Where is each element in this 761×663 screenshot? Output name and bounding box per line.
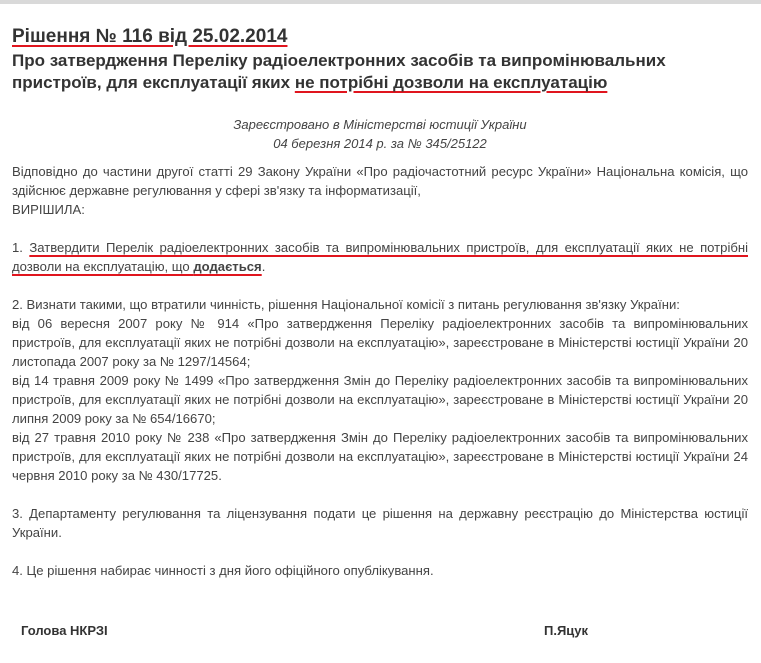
item-2-decision-238: від 27 травня 2010 року № 238 «Про затвердження Змін до Переліку радіоелектронних засобів та випромінювальних пристроїв, для експлуатації яких не потрібні дозволи на експлуатацію», зареєстроване в Міністерстві юстиції України 24 червня 2010 року за № 430/17725. — [12, 430, 748, 483]
item-1-number: 1. — [12, 240, 30, 255]
item-4: 4. Це рішення набирає чинності з дня його офіційного опублікування. — [12, 563, 434, 578]
item-1-text: Затвердити Перелік радіоелектронних засобів та випромінювальних пристроїв, для експлуатації яких не потрібні дозволи на експлуатацію, що — [12, 240, 748, 274]
decision-subject — [12, 50, 748, 94]
registration-line-2: 04 березня 2014 р. за № 345/25122 — [273, 136, 487, 151]
item-1 — [12, 238, 748, 276]
decision-title: Рішення № 116 від 25.02.2014 — [12, 26, 288, 47]
item-3: 3. Департаменту регулювання та ліцензування подати це рішення на державну реєстрацію до Міністерства юстиції України. — [12, 506, 748, 540]
item-1-highlight — [12, 240, 748, 274]
signatory-position: Голова НКРЗІ — [21, 623, 108, 638]
resolved-label: ВИРІШИЛА: — [12, 202, 85, 217]
item-2-decision-1499: від 14 травня 2009 року № 1499 «Про затвердження Змін до Переліку радіоелектронних засобів та випромінювальних пристроїв, для експлуатації яких не потрібні дозволи на експлуатацію», зареєстроване в Міністерстві юстиції України 20 липня 2009 року за № 654/16670; — [12, 373, 748, 426]
signatory-name: П.Яцук — [544, 623, 589, 638]
item-2-decision-914: від 06 вересня 2007 року № 914 «Про затвердження Переліку радіоелектронних засобів та випромінювальних пристроїв, для експлуатації яких не потрібні дозволи на експлуатацію», зареєстроване в Міністерстві юстиції України 20 листопада 2007 року за № 1297/14564; — [12, 316, 748, 369]
document-body — [12, 25, 748, 580]
item-2-intro: 2. Визнати такими, що втратили чинність, рішення Національної комісії з питань регулювання зв'язку України: — [12, 297, 680, 312]
registration-line-1: Зареєстровано в Міністерстві юстиції України — [233, 117, 527, 132]
item-1-end: . — [261, 259, 266, 274]
subject-highlight: не потрібні дозволи на експлуатацію — [294, 73, 608, 92]
registration-note — [12, 115, 748, 153]
preamble: Відповідно до частини другої статті 29 Закону України «Про радіочастотний ресурс України» Національна комісія, що здійснює державне регулювання у сфері зв'язку та інформатизації, — [12, 164, 748, 198]
top-border — [0, 0, 761, 4]
subject-text: Про затвердження Переліку радіоелектронних засобів та випромінювальних пристроїв, для експлуатації яких — [12, 51, 666, 92]
signature-block — [21, 623, 601, 638]
item-1-bold: додається — [193, 259, 262, 274]
